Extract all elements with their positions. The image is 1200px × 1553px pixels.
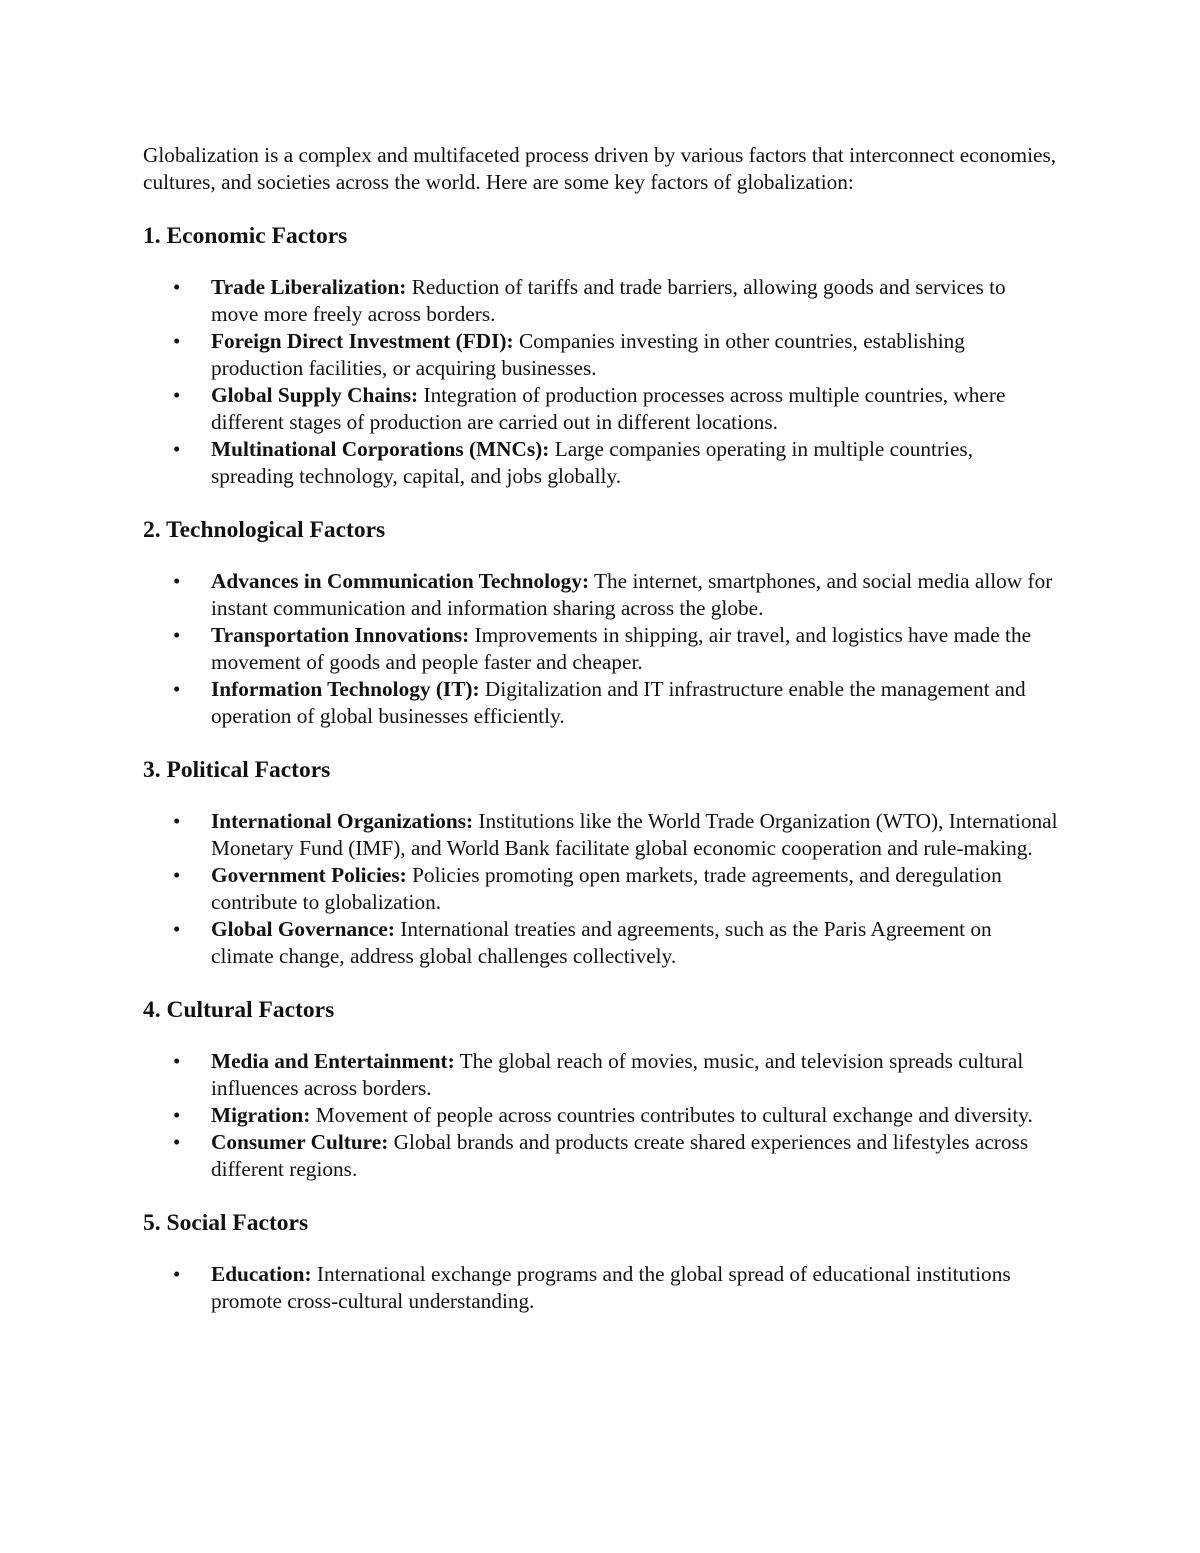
bullet-icon: • bbox=[173, 1130, 181, 1154]
list-item bbox=[143, 1048, 1058, 1102]
list-item bbox=[143, 862, 1058, 916]
section-heading-technological: 2. Technological Factors bbox=[143, 517, 386, 543]
item-text: The global reach of movies, music, and television spreads cultural influences across borders. bbox=[211, 1049, 1024, 1100]
item-term: Media and Entertainment: bbox=[211, 1049, 455, 1073]
item-text: International exchange programs and the global spread of educational institutions promote cross-cultural understanding. bbox=[211, 1262, 1011, 1313]
list-item bbox=[143, 328, 1058, 382]
bullet-icon: • bbox=[173, 1049, 181, 1073]
item-text: Institutions like the World Trade Organization (WTO), International Monetary Fund (IMF), and World Bank facilitate global economic cooperation and rule-making. bbox=[211, 809, 1058, 860]
list-item bbox=[143, 622, 1058, 676]
bullet-icon: • bbox=[173, 383, 181, 407]
item-term: Government Policies: bbox=[211, 863, 407, 887]
bullet-icon: • bbox=[173, 275, 181, 299]
item-term: Foreign Direct Investment (FDI): bbox=[211, 329, 514, 353]
political-factors-list bbox=[143, 808, 1058, 970]
document-body bbox=[143, 142, 1058, 1341]
list-item bbox=[143, 808, 1058, 862]
list-item bbox=[143, 436, 1058, 490]
item-term: Migration: bbox=[211, 1103, 311, 1127]
item-text: Movement of people across countries contributes to cultural exchange and diversity. bbox=[310, 1103, 1033, 1127]
item-text: Global brands and products create shared experiences and lifestyles across different regions. bbox=[211, 1130, 1029, 1181]
list-item bbox=[143, 1261, 1058, 1315]
list-item bbox=[143, 1129, 1058, 1183]
section-heading-cultural: 4. Cultural Factors bbox=[143, 997, 335, 1023]
item-term: Consumer Culture: bbox=[211, 1130, 389, 1154]
item-text: The internet, smartphones, and social media allow for instant communication and information sharing across the globe. bbox=[211, 569, 1053, 620]
list-item bbox=[143, 1102, 1058, 1129]
bullet-icon: • bbox=[173, 329, 181, 353]
list-item bbox=[143, 274, 1058, 328]
item-text: Integration of production processes across multiple countries, where different stages of production are carried out in different locations. bbox=[211, 383, 1006, 434]
bullet-icon: • bbox=[173, 677, 181, 701]
social-factors-list bbox=[143, 1261, 1058, 1315]
economic-factors-list bbox=[143, 274, 1058, 490]
item-term: Global Supply Chains: bbox=[211, 383, 419, 407]
intro-paragraph: Globalization is a complex and multifaceted process driven by various factors that interconnect economies, cultures, and societies across the world. Here are some key factors of globalization: bbox=[143, 143, 1057, 194]
item-text: International treaties and agreements, such as the Paris Agreement on climate change, address global challenges collectively. bbox=[211, 917, 992, 968]
bullet-icon: • bbox=[173, 569, 181, 593]
cultural-factors-list bbox=[143, 1048, 1058, 1183]
bullet-icon: • bbox=[173, 623, 181, 647]
list-item bbox=[143, 916, 1058, 970]
section-heading-economic: 1. Economic Factors bbox=[143, 223, 348, 249]
item-text: Digitalization and IT infrastructure enable the management and operation of global businesses efficiently. bbox=[211, 677, 1026, 728]
section-heading-political: 3. Political Factors bbox=[143, 757, 331, 783]
item-term: Multinational Corporations (MNCs): bbox=[211, 437, 550, 461]
item-text: Reduction of tariffs and trade barriers, allowing goods and services to move more freely across borders. bbox=[211, 275, 1006, 326]
item-term: Information Technology (IT): bbox=[211, 677, 480, 701]
bullet-icon: • bbox=[173, 437, 181, 461]
item-term: Education: bbox=[211, 1262, 312, 1286]
technological-factors-list bbox=[143, 568, 1058, 730]
bullet-icon: • bbox=[173, 1262, 181, 1286]
item-term: Transportation Innovations: bbox=[211, 623, 470, 647]
item-text: Improvements in shipping, air travel, and logistics have made the movement of goods and people faster and cheaper. bbox=[211, 623, 1032, 674]
bullet-icon: • bbox=[173, 1103, 181, 1127]
item-term: Advances in Communication Technology: bbox=[211, 569, 590, 593]
list-item bbox=[143, 568, 1058, 622]
list-item bbox=[143, 382, 1058, 436]
list-item bbox=[143, 676, 1058, 730]
item-text: Policies promoting open markets, trade agreements, and deregulation contribute to globalization. bbox=[211, 863, 1002, 914]
item-text: Large companies operating in multiple countries, spreading technology, capital, and jobs globally. bbox=[211, 437, 974, 488]
item-term: Global Governance: bbox=[211, 917, 395, 941]
section-heading-social: 5. Social Factors bbox=[143, 1210, 309, 1236]
bullet-icon: • bbox=[173, 917, 181, 941]
item-term: International Organizations: bbox=[211, 809, 474, 833]
item-text: Companies investing in other countries, establishing production facilities, or acquiring businesses. bbox=[211, 329, 965, 380]
item-term: Trade Liberalization: bbox=[211, 275, 407, 299]
bullet-icon: • bbox=[173, 809, 181, 833]
bullet-icon: • bbox=[173, 863, 181, 887]
